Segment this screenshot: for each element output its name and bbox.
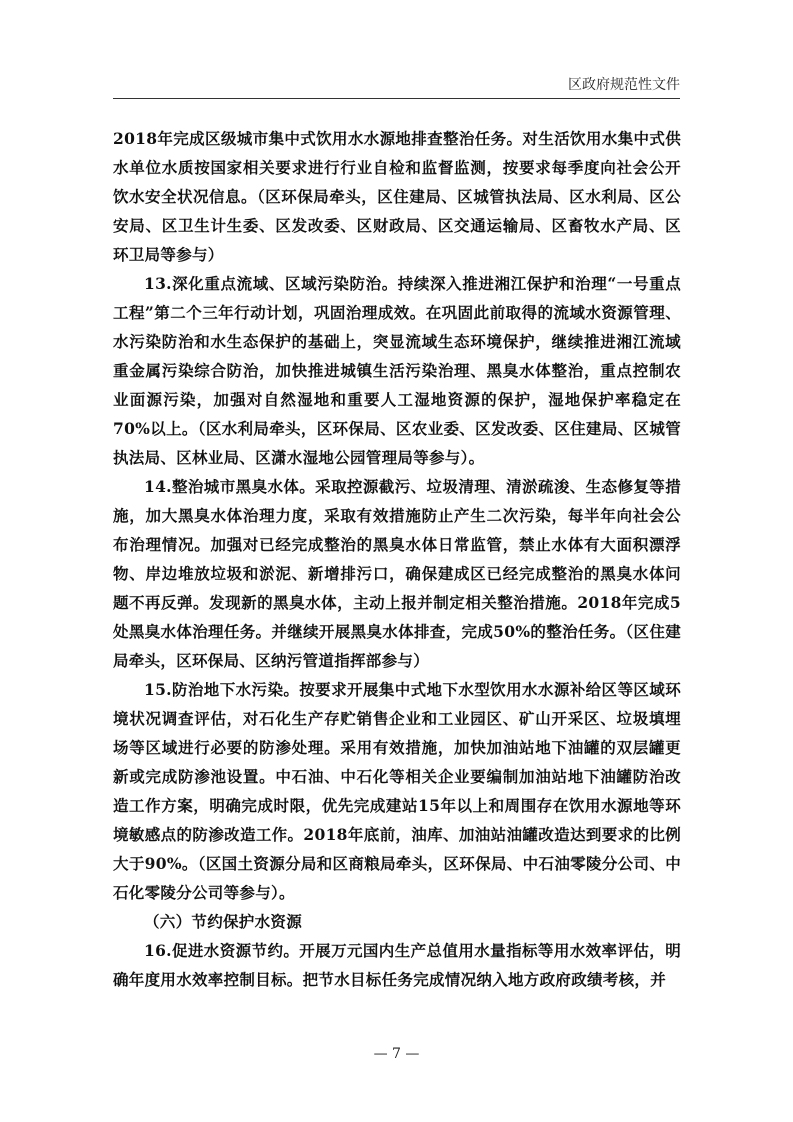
paragraph-item-16: 16.促进水资源节约。开展万元国内生产总值用水量指标等用水效率评估，明确年度用水效率控制目标。把节水目标任务完成情况纳入地方政府政绩考核，并 (113, 941, 681, 989)
paragraph-item-14: 14.整治城市黑臭水体。采取控源截污、垃圾清理、清淤疏浚、生态修复等措施，加大黑臭水体治理力度，采取有效措施防止产生二次污染，每半年向社会公布治理情况。加强对已经完成整治的黑臭水体日常监管，禁止水体有大面积漂浮物、岸边堆放垃圾和淤泥、新增排污口，确保建成区已经完成整治的黑臭水体问题不再反弹。发现新的黑臭水体，主动上报并制定相关整治措施。2018年完成5处黑臭水体治理任务。并继续开展黑臭水体排查，完成50%的整治任务。（区住建局牵头，区环保局、区纳污管道指挥部参与） (113, 477, 681, 670)
page-number: — 7 — (373, 1046, 420, 1062)
document-body (113, 124, 681, 994)
paragraph-item-13: 13.深化重点流域、区域污染防治。持续深入推进湘江保护和治理“一号重点工程”第二个三年行动计划，巩固治理成效。在巩固此前取得的流域水资源管理、水污染防治和水生态保护的基础上，突显流域生态环境保护，继续推进湘江流域重金属污染综合防治，加快推进城镇生活污染治理、黑臭水体整治，重点控制农业面源污染，加强对自然湿地和重要人工湿地资源的保护，湿地保护率稳定在70%以上。（区水利局牵头，区环保局、区农业委、区发改委、区住建局、区城管执法局、区林业局、区潇水湿地公园管理局等参与）。 (113, 274, 681, 467)
section-heading-6: （六）节约保护水资源 (144, 912, 303, 931)
header-title: 区政府规范性文件 (568, 77, 680, 93)
paragraph-item-15: 15.防治地下水污染。按要求开展集中式地下水型饮用水水源补给区等区域环境状况调查评估，对石化生产存贮销售企业和工业园区、矿山开采区、垃圾填埋场等区域进行必要的防渗处理。采用有效措施，加快加油站地下油罐的双层罐更新或完成防渗池设置。中石油、中石化等相关企业要编制加油站地下油罐防治改造工作方案，明确完成时限，优先完成建站15年以上和周围存在饮用水源地等环境敏感点的防渗改造工作。2018年底前，油库、加油站油罐改造达到要求的比例大于90%。（区国土资源分局和区商粮局牵头，区环保局、中石油零陵分公司、中石化零陵分公司等参与）。 (113, 680, 681, 902)
paragraph-continued: 2018年完成区级城市集中式饮用水水源地排查整治任务。对生活饮用水集中式供水单位水质按国家相关要求进行行业自检和监督监测，按要求每季度向社会公开饮水安全状况信息。（区环保局牵头，区住建局、区城管执法局、区水利局、区公安局、区卫生计生委、区发改委、区财政局、区交通运输局、区畜牧水产局、区环卫局等参与） (113, 129, 681, 264)
page-header (113, 76, 680, 99)
